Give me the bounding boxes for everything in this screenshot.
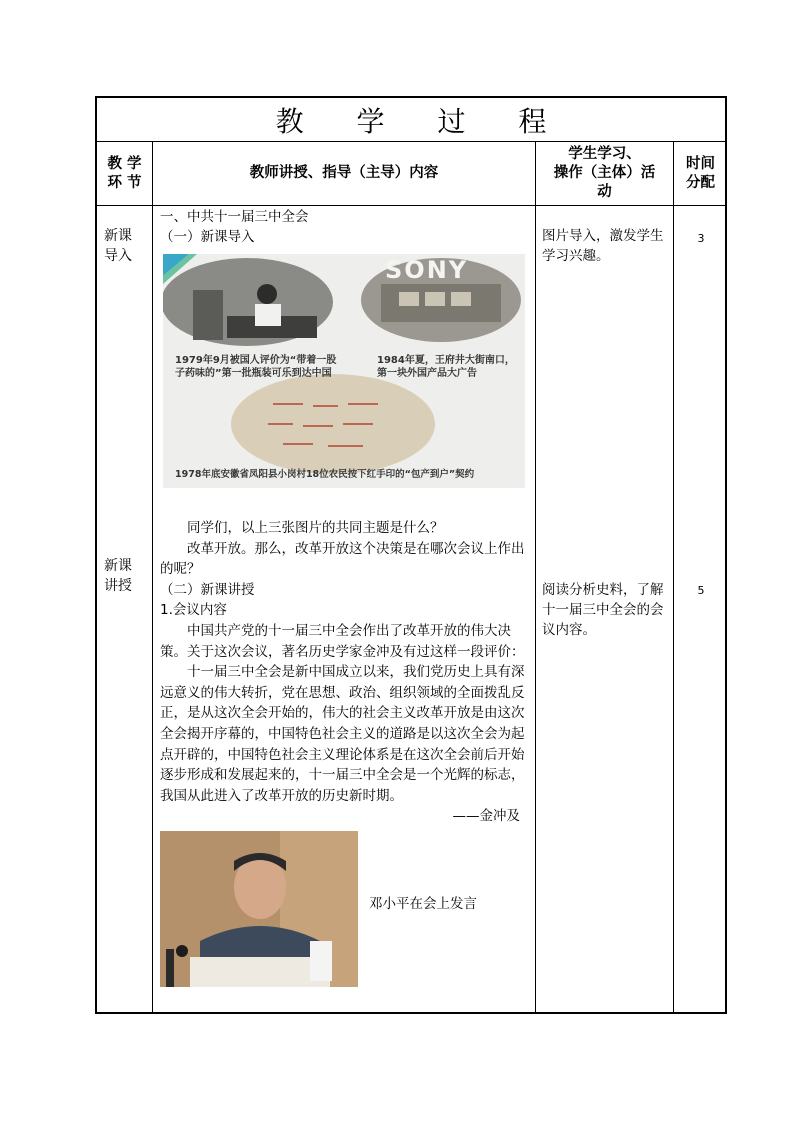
time-intro: 3: [697, 232, 705, 245]
caption-billboard: 1984年夏，王府井大街南口，第一块外国产品大广告: [377, 355, 515, 379]
column-divider: [152, 141, 153, 1012]
intro-image-collage: [163, 254, 525, 488]
header-time: 时间 分配: [686, 155, 715, 191]
lecture-content: [160, 518, 528, 827]
quote-attribution: ——金冲及: [452, 808, 520, 825]
caption-contract: 1978年底安徽省凤阳县小岗村18位农民按下红手印的“包产到户”契约: [175, 469, 475, 480]
student-activity-intro: 图片导入，激发学生学习兴趣。: [542, 228, 664, 264]
header-teacher: 教师讲授、指导（主导）内容: [249, 165, 439, 181]
section-label-lecture: 新课 讲授: [104, 558, 132, 594]
question-theme: 同学们，以上三张图片的共同主题是什么？: [187, 520, 444, 536]
teaching-process-table: [95, 96, 727, 1014]
subheading-lecture: （二）新课讲授: [160, 581, 255, 598]
answer-reform: 改革开放。那么，改革开放这个决策是在哪次会议上作出的呢？: [160, 540, 525, 578]
photo-drawing: [160, 831, 358, 987]
caption-cola: 1979年9月被国人评价为“带着一股子药味的”第一批瓶装可乐到达中国: [175, 355, 337, 379]
student-activity-lecture: 阅读分析史料，了解十一届三中全会的会议内容。: [542, 582, 664, 638]
paragraph-intro-quote: 中国共产党的十一届三中全会作出了改革开放的伟大决策。关于这次会议，著名历史学家金冲及有过这样一段评价：: [160, 622, 525, 660]
item-meeting-content: 1.会议内容: [160, 602, 227, 619]
sony-sign: SONY: [385, 256, 469, 284]
row-divider: [97, 205, 725, 206]
paragraph-quote: 十一届三中全会是新中国成立以来，我们党历史上具有深远意义的伟大转折，党在思想、政治、组织领域的全面拨乱反正，是从这次全会开始的，伟大的社会主义改革开放是由这次全会揭开序幕的，中国特色社会主义的道路是以这次全会为起点开辟的，中国特色社会主义理论体系是在这次全会前后开始逐步形成和发展起来的，十一届三中全会是一个光辉的标志，我国从此进入了改革开放的历史新时期。: [160, 664, 525, 804]
column-divider: [673, 141, 674, 1012]
heading-plenum: 一、中共十一届三中全会: [160, 209, 309, 225]
column-divider: [535, 141, 536, 1012]
deng-xiaoping-photo: [160, 831, 358, 987]
photo-caption-deng: 邓小平在会上发言: [369, 896, 477, 912]
time-lecture: 5: [697, 584, 705, 597]
header-section: 教 学 环 节: [107, 155, 142, 191]
header-student: 学生学习、 操作（主体）活 动: [553, 146, 656, 200]
table-title: 教 学 过 程: [275, 104, 569, 138]
subheading-intro: （一）新课导入: [160, 229, 255, 245]
section-label-intro: 新课 导入: [104, 228, 132, 264]
